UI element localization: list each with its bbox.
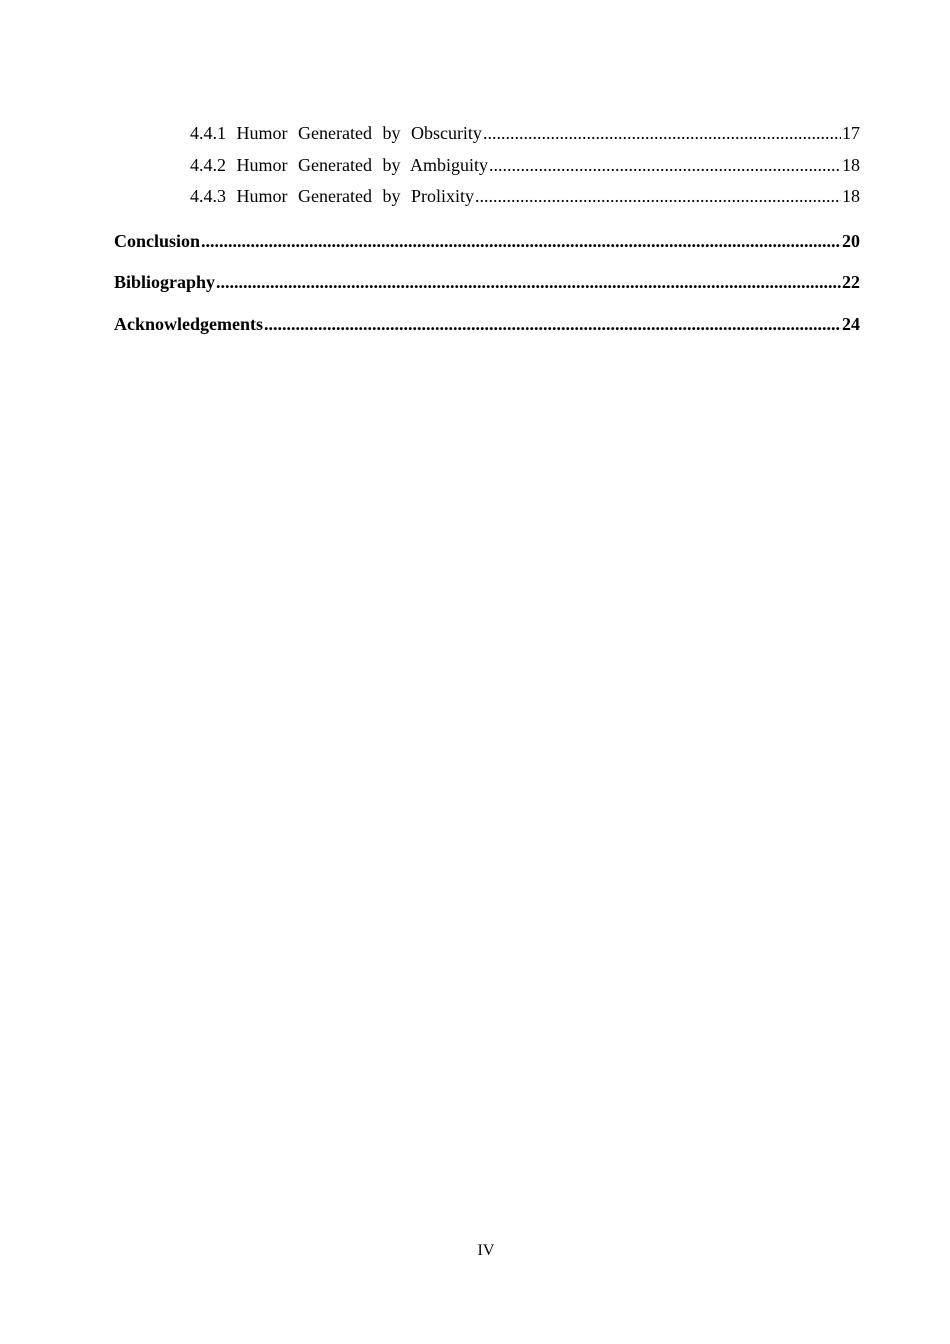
toc-dot-leader — [483, 120, 841, 146]
toc-entry-title: Acknowledgements — [114, 313, 263, 334]
toc-entry-title: 4.4.2 Humor Generated by Ambiguity — [190, 154, 488, 175]
toc-entry-title: 4.4.1 Humor Generated by Obscurity — [190, 123, 482, 143]
toc-entry-page: 18 — [842, 186, 860, 206]
toc-entry-page: 20 — [842, 230, 860, 251]
toc-entry-page: 18 — [842, 154, 860, 175]
toc-dot-leader — [264, 306, 841, 342]
toc-entry-4-4-1[interactable] — [114, 120, 860, 152]
toc-entry-page: 22 — [842, 272, 860, 292]
toc-entry-4-4-2[interactable] — [114, 152, 860, 184]
toc-entry-4-4-3[interactable] — [114, 183, 860, 215]
toc-dot-leader — [489, 152, 841, 178]
toc-dot-leader — [475, 183, 841, 209]
toc-dot-leader — [201, 223, 841, 259]
page-number: IV — [477, 1242, 495, 1259]
toc-entry-page: 24 — [842, 313, 860, 334]
toc-entry-acknowledgements[interactable] — [114, 306, 860, 348]
toc-entry-title: 4.4.3 Humor Generated by Prolixity — [190, 186, 474, 206]
toc-entry-conclusion[interactable] — [114, 223, 860, 265]
toc-dot-leader — [216, 264, 841, 300]
toc-entry-bibliography[interactable] — [114, 264, 860, 306]
toc-entry-page: 17 — [842, 123, 860, 143]
toc-entry-title: Conclusion — [114, 230, 201, 251]
toc-entry-title: Bibliography — [114, 272, 216, 292]
table-of-contents — [114, 120, 860, 347]
